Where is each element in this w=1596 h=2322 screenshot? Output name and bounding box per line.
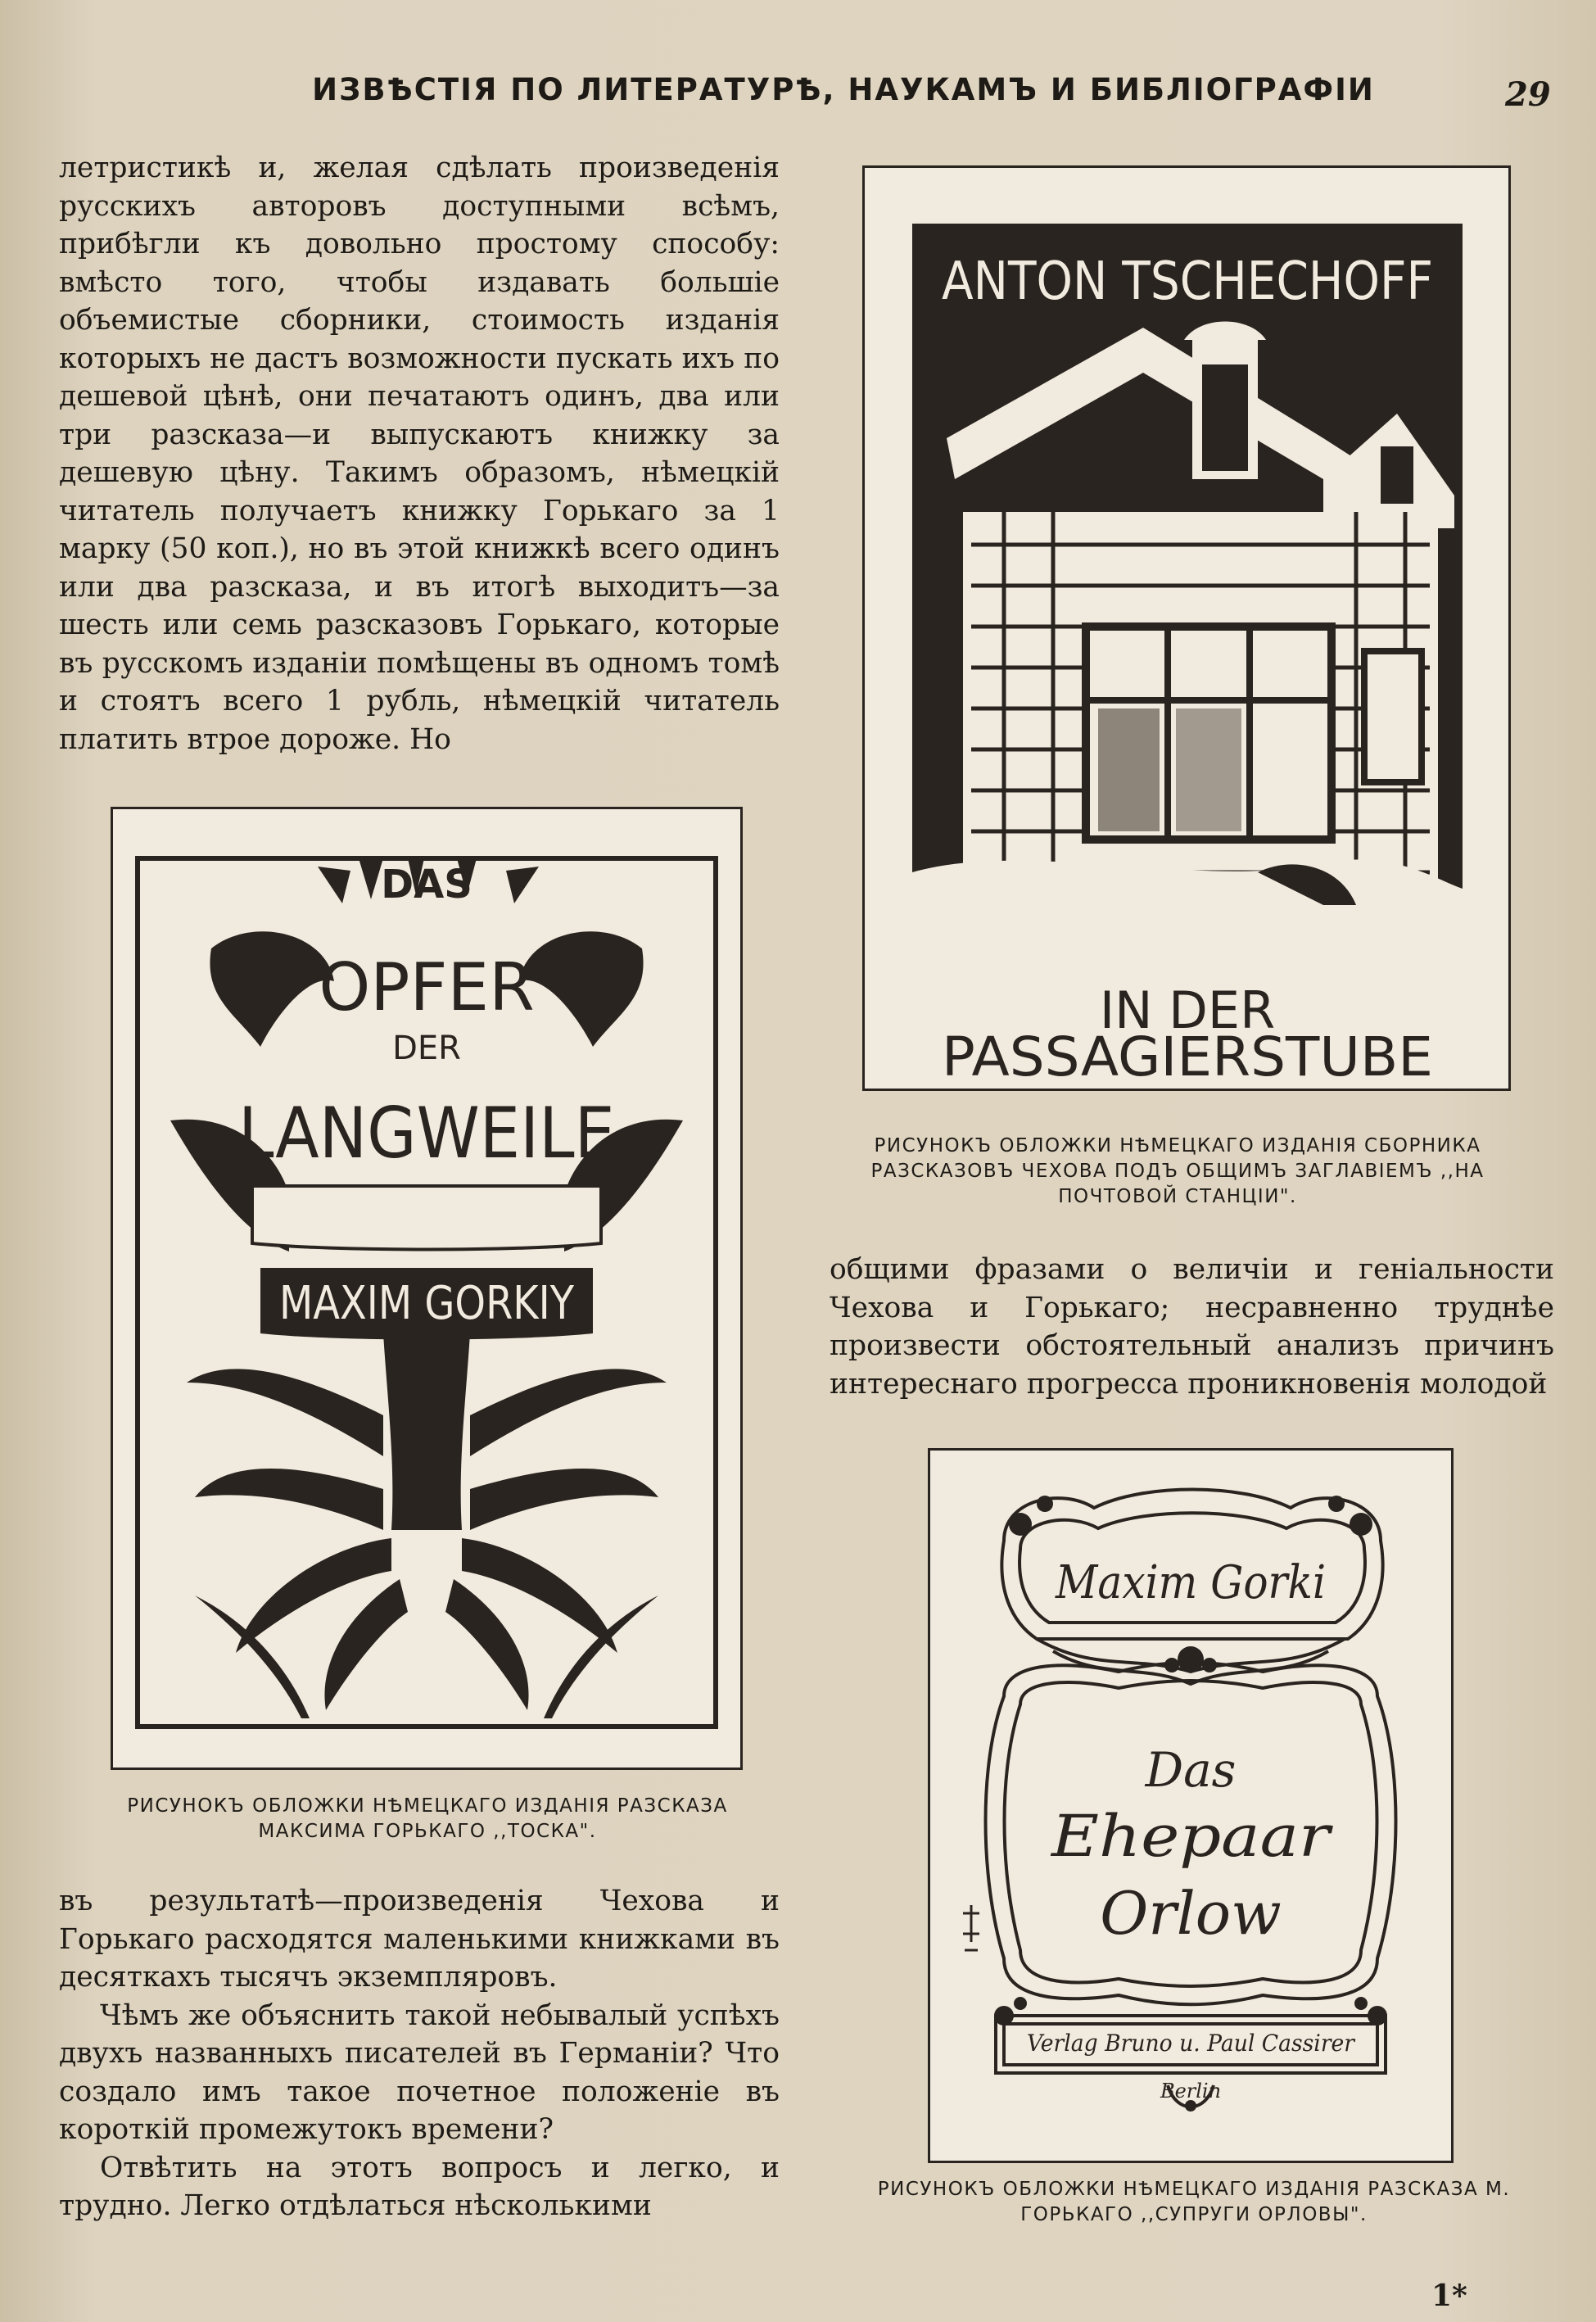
paragraph: Чѣмъ же объяснить такой небывалый успѣхъ двухъ названныхъ писателей въ Германіи? Что создало имъ такое почетное положеніе въ короткій промежутокъ времени? xyxy=(59,1998,780,2146)
paragraph: общими фразами о величіи и геніальности Чехова и Горькаго; несравненно труднѣе произвести обстоятельный анализъ причинъ интереснаго прогресса проникновенія молодой xyxy=(830,1253,1554,1401)
cover-text-author: Maxim Gorki xyxy=(1055,1556,1326,1609)
caption-gorky-opfer: РИСУНОКЪ ОБЛОЖКИ НѢМЕЦКАГО ИЗДАНІЯ РАЗСКАЗА МАКСИМА ГОРЬКАГО ,,ТОСКА". xyxy=(127,1795,728,1842)
column-right-middle xyxy=(830,1251,1554,1403)
cover-text-opfer: OPFER xyxy=(319,949,535,1025)
signature-mark: 1* xyxy=(1431,2279,1467,2313)
cover-ehepaar-illustration xyxy=(930,1451,1451,2161)
column-left-bottom xyxy=(59,1882,780,2225)
paragraph: въ результатѣ—произведенія Чехова и Горькаго расходятся маленькими книжками въ десяткахъ тысячъ экземпляровъ. xyxy=(59,1885,780,1994)
figure-gorky-ehepaar xyxy=(928,1448,1454,2163)
cover-text-das: Das xyxy=(1145,1742,1237,1798)
cover-text-passagierstube: PASSAGIERSTUBE xyxy=(942,1025,1433,1089)
cover-text-das: DAS xyxy=(381,862,472,908)
figure-gorky-opfer xyxy=(111,807,743,1770)
running-title: ИЗВѢСТІЯ ПО ЛИТЕРАТУРѢ, НАУКАМЪ И БИБЛІОГРАФІИ xyxy=(312,72,1375,107)
caption-gorky-ehepaar: РИСУНОКЪ ОБЛОЖКИ НѢМЕЦКАГО ИЗДАНІЯ РАЗСКАЗА М. ГОРЬКАГО ,,СУПРУГИ ОРЛОВЫ". xyxy=(877,2179,1511,2225)
figure-chekhov xyxy=(862,165,1511,1091)
cover-text-city: Berlin xyxy=(1160,2080,1222,2102)
cover-text-langweile: LANGWEILE xyxy=(238,1093,615,1175)
page-number: 29 xyxy=(1505,75,1551,114)
cover-text-author: MAXIM GORKIY xyxy=(279,1277,575,1330)
caption-chekhov: РИСУНОКЪ ОБЛОЖКИ НѢМЕЦКАГО ИЗДАНІЯ СБОРНИКА РАЗСКАЗОВЪ ЧЕХОВА ПОДЪ ОБЩИМЪ ЗАГЛАВІЕМЪ ,,НА ПОЧТОВОЙ СТАНЦІИ". xyxy=(870,1135,1485,1207)
cover-opfer-illustration xyxy=(113,809,740,1768)
cover-text-publisher: Verlag Bruno u. Paul Cassirer xyxy=(1027,2030,1356,2057)
paragraph: летристикѣ и, желая сдѣлать произведенія русскихъ авторовъ доступными всѣмъ, прибѣгли къ довольно простому способу: вмѣсто того, чтобы издавать большіе объемистые сборники, стоимость изданія которыхъ не дастъ возможности пускать ихъ по дешевой цѣнѣ, они печатаютъ одинъ, два или три разсказа—и выпускаютъ книжку за дешевую цѣну. Такимъ образомъ, нѣмецкій читатель получаетъ книжку Горькаго за 1 марку (50 коп.), но въ этой книжкѣ всего одинъ или два разсказа, и въ итогѣ выходитъ—за шесть или семь разсказовъ Горькаго, которые въ русскомъ изданіи помѣщены въ одномъ томѣ и стоятъ всего 1 рубль, нѣмецкій читатель платить втрое дороже. Но xyxy=(59,152,780,756)
cover-text-orlow: Orlow xyxy=(1100,1879,1282,1948)
column-left-top xyxy=(59,149,780,758)
cover-text-ehepaar: Ehepaar xyxy=(1049,1803,1334,1870)
cover-text-in-der: IN DER xyxy=(1099,980,1276,1040)
paragraph: Отвѣтить на этотъ вопросъ и легко, и трудно. Легко отдѣлаться нѣсколькими xyxy=(59,2151,780,2222)
cover-chekhov-illustration xyxy=(865,168,1508,1089)
cover-text-der: DER xyxy=(392,1030,461,1067)
monogram: PS xyxy=(1422,956,1454,980)
cover-text-author: ANTON TSCHECHOFF xyxy=(942,251,1433,312)
